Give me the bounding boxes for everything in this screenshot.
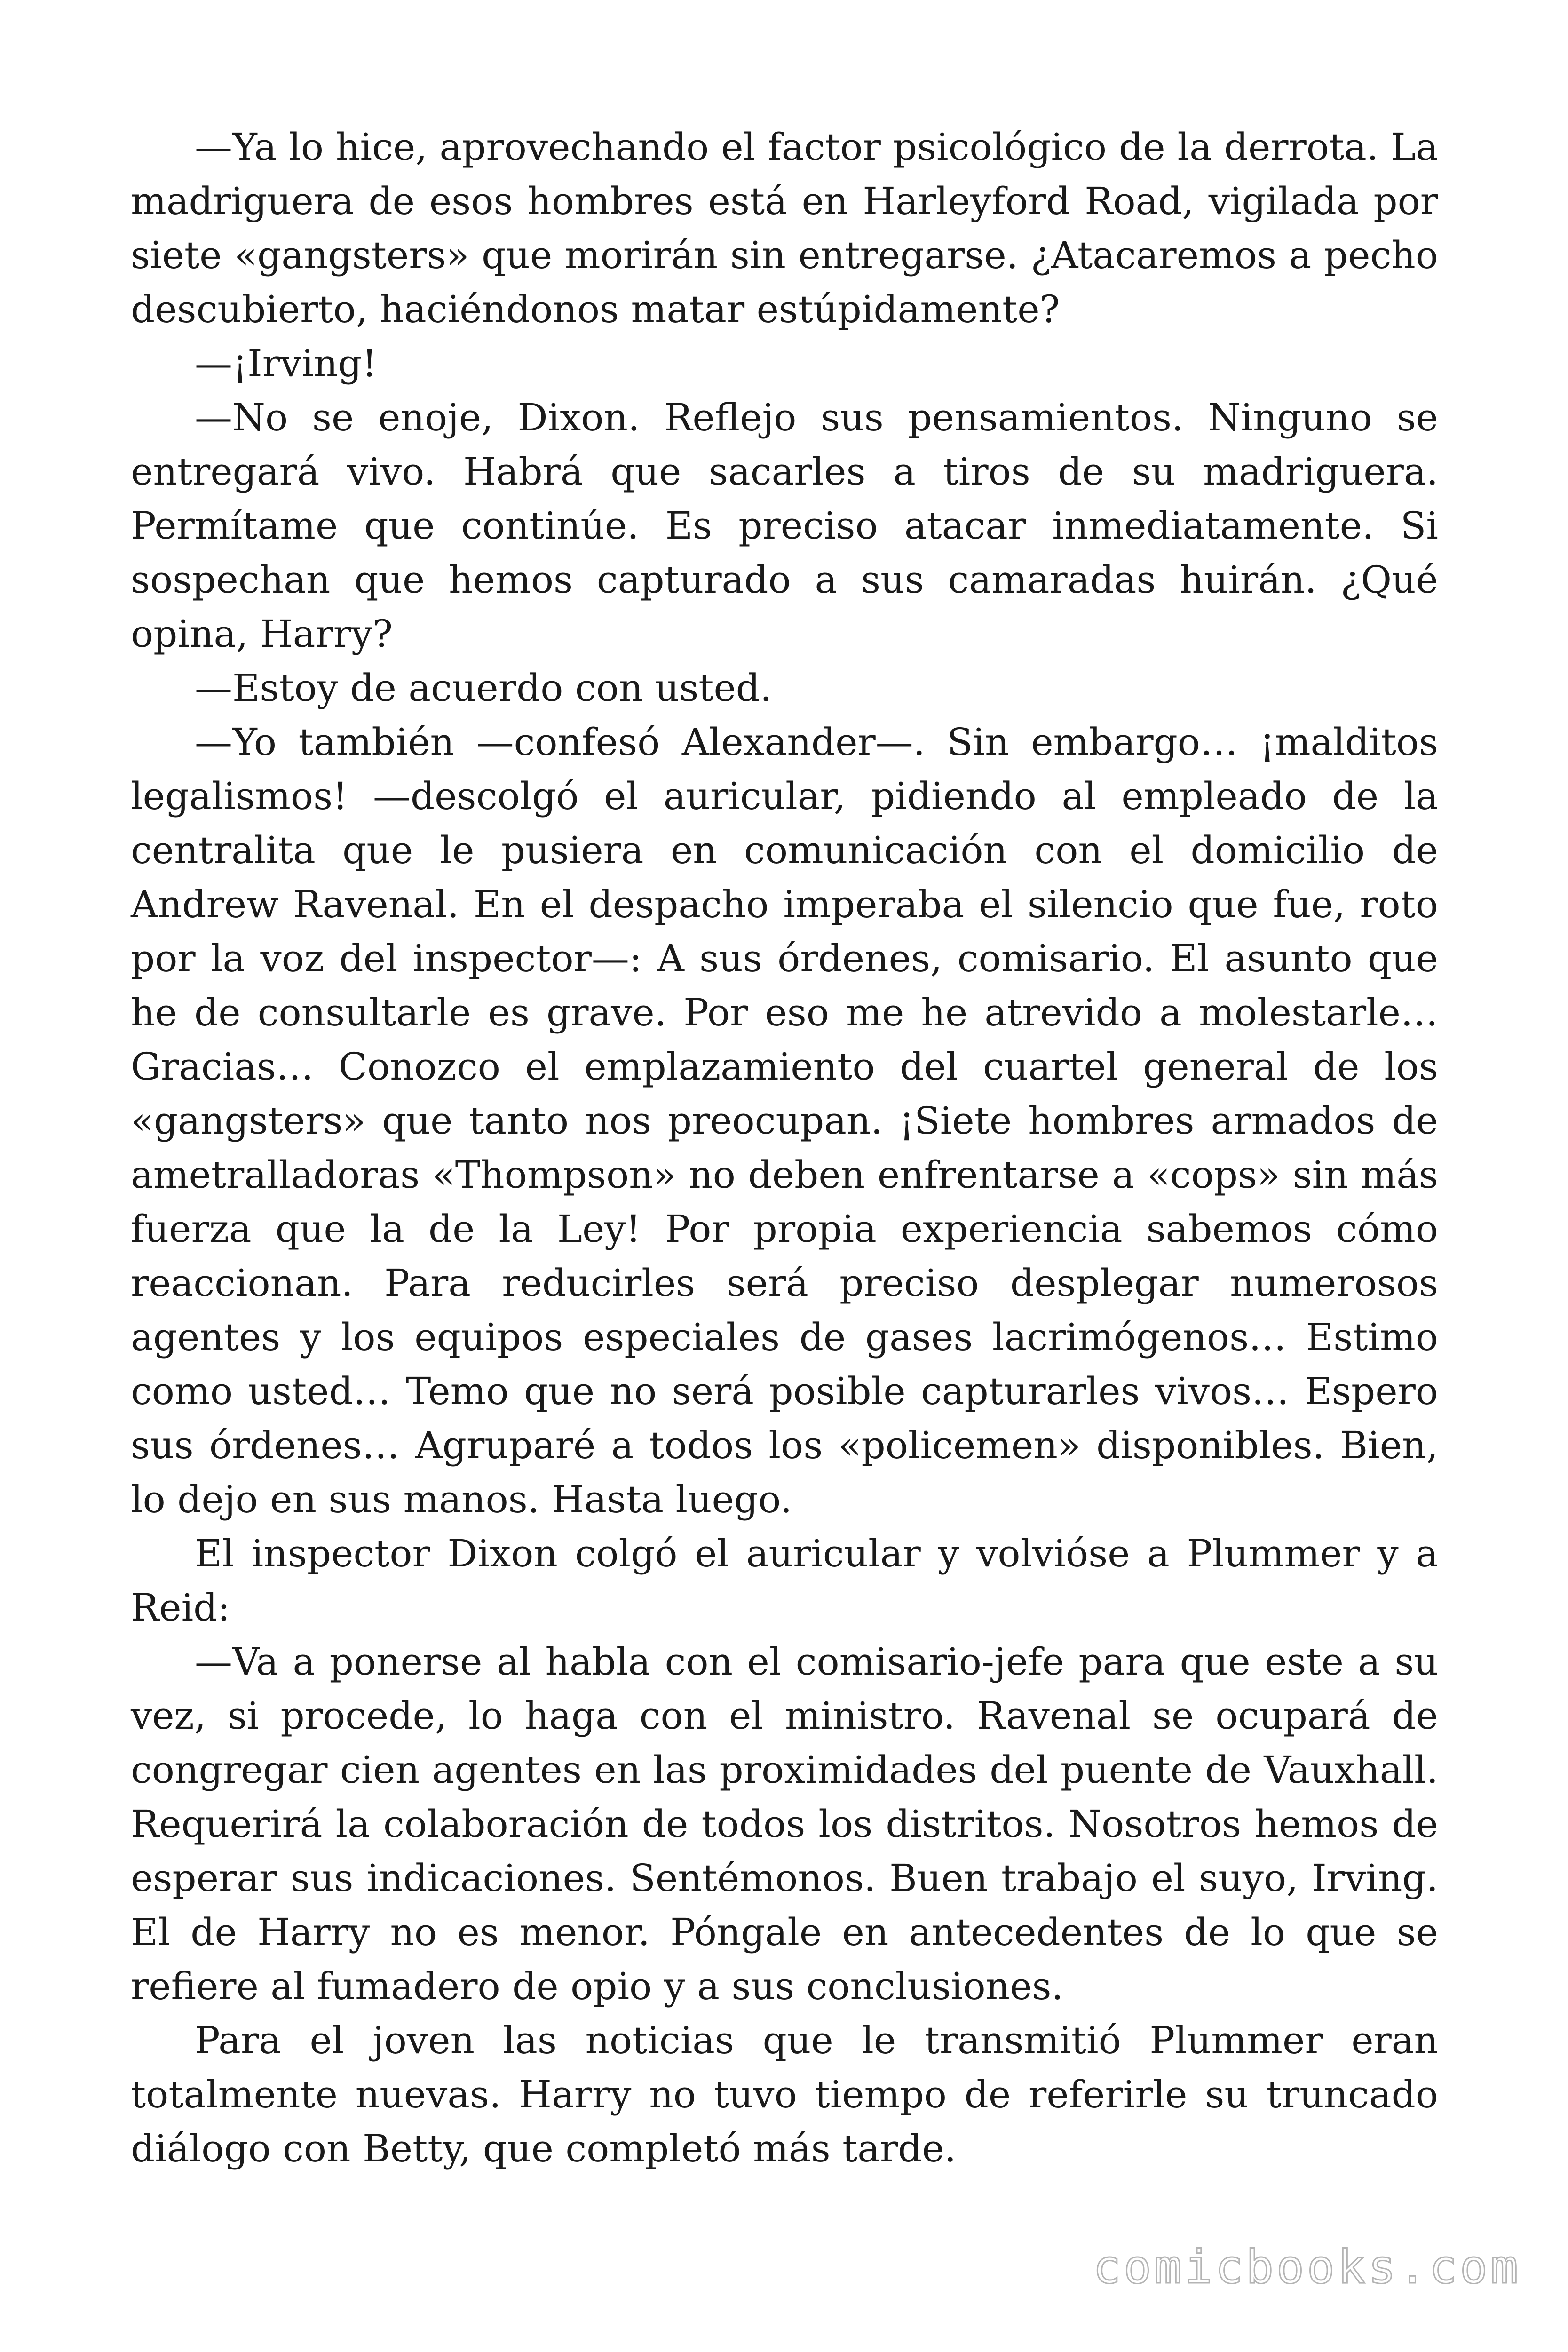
paragraph: —Estoy de acuerdo con usted. xyxy=(195,666,772,710)
paragraph: El inspector Dixon colgó el auricular y volvióse a Plummer y a Reid: xyxy=(131,1532,1438,1629)
paragraph: —Yo también —confesó Alexander—. Sin embargo… ¡malditos legalismos! —descolgó el auricular, pidiendo al empleado de la centralita que le pusiera en comunicación con el domicilio de Andrew Ravenal. En el despacho imperaba el silencio que fue, roto por la voz del inspector—: A sus órdenes, comisario. El asunto que he de consultarle es grave. Por eso me he atrevido a molestarle… Gracias… Conozco el emplazamiento del cuartel general de los «gangsters» que tanto nos preocupan. ¡Siete hombres armados de ametralladoras «Thompson» no deben enfrentarse a «cops» sin más fuerza que la de la Ley! Por propia experiencia sabemos cómo reaccionan. Para reducirles será preciso desplegar numerosos agentes y los equipos especiales de gases lacrimógenos… Estimo como usted… Temo que no será posible capturarles vivos… Espero sus órdenes… Agruparé a todos los «policemen» disponibles. Bien, lo dejo en sus manos. Hasta luego. xyxy=(131,720,1438,1521)
paragraph: —Va a ponerse al habla con el comisario-jefe para que este a su vez, si procede, lo haga con el ministro. Ravenal se ocupará de congregar cien agentes en las proximidades del puente de Vauxhall. Requerirá la colaboración de todos los distritos. Nosotros hemos de esperar sus indicaciones. Sentémonos. Buen trabajo el suyo, Irving. El de Harry no es menor. Póngale en antecedentes de lo que se refiere al fumadero de opio y a sus conclusiones. xyxy=(131,1640,1438,2008)
paragraph: —¡Irving! xyxy=(195,342,377,385)
watermark-text: comicbooks.com xyxy=(1093,2241,1521,2294)
page-text xyxy=(131,120,1438,2176)
paragraph: —No se enoje, Dixon. Reflejo sus pensamientos. Ninguno se entregará vivo. Habrá que sacarles a tiros de su madriguera. Permítame que continúe. Es preciso atacar inmediatamente. Si sospechan que hemos capturado a sus camaradas huirán. ¿Qué opina, Harry? xyxy=(131,396,1438,656)
paragraph: —Ya lo hice, aprovechando el factor psicológico de la derrota. La madriguera de esos hombres está en Harleyford Road, vigilada por siete «gangsters» que morirán sin entregarse. ¿Atacaremos a pecho descubierto, haciéndonos matar estúpidamente? xyxy=(131,125,1438,331)
paragraph: Para el joven las noticias que le transmitió Plummer eran totalmente nuevas. Harry no tuvo tiempo de referirle su truncado diálogo con Betty, que completó más tarde. xyxy=(131,2018,1438,2170)
